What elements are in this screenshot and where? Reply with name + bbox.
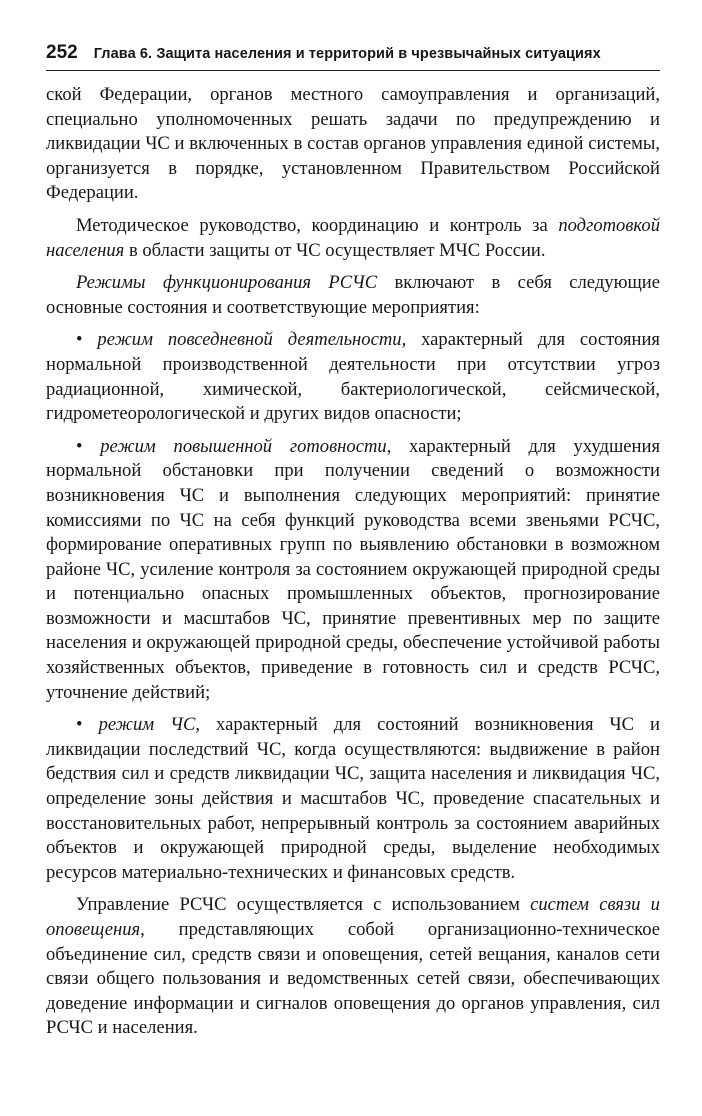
bullet-icon: • <box>76 435 83 457</box>
paragraph-continued: ской Федерации, органов местного самоуправления и организаций, специально уполномоченных решать задачи по предупреждению и ликвидации ЧС и включенных в состав органов управления единой системы, организуется в порядке, установленном Правительством Российской Федерации. <box>46 84 660 204</box>
paragraph-text: Методическое руководство, координацию и контроль за <box>76 214 559 236</box>
emphasis-text: режим повышенной готовности <box>100 435 387 457</box>
paragraph-methodical-guidance <box>46 214 660 263</box>
body-text <box>46 83 660 1041</box>
bullet-item-high-readiness-mode <box>46 435 660 706</box>
bullet-item-emergency-mode <box>46 713 660 885</box>
emphasis-text: режим повседневной деятельности <box>97 329 402 351</box>
paragraph-text: Управление РСЧС осуществляется с использованием <box>76 894 531 916</box>
page-number: 252 <box>46 42 78 63</box>
paragraph-text: , характерный для ухудшения нормальной обстановки при получении сведений о возможности возникновения ЧС и выполнения следующих мероприятий: принятие комиссиями по ЧС на себя функций руководства всеми звеньями РСЧС, формирование оперативных групп по выявлению обстановки в возможном районе ЧС, усиление контроля за состоянием окружающей природной среды и потенциально опасных промышленных объектов, прогнозирование возможности и масштабов ЧС, принятие превентивных мер по защите населения и окружающей природной среды, обеспечение устойчивой работы хозяйственных объектов, приведение в готовность сил и средств РСЧС, уточнение действий; <box>46 435 661 703</box>
paragraph-text: , представляющих собой организационно-техническое объединение сил, средств связи и оповещения, сетей вещания, каналов сети связи общего пользования и ведомственных сетей связи, обеспечивающих доведение информации и сигналов оповещения до органов управления, сил РСЧС и населения. <box>46 919 660 1039</box>
paragraph-modes-intro <box>46 271 660 320</box>
paragraph-text: в области защиты от ЧС осуществляет МЧС России. <box>124 239 546 261</box>
emphasis-text: систем связи и оповещения <box>46 894 660 940</box>
page-header <box>46 42 660 71</box>
paragraph-text: , характерный для состояния нормальной производственной деятельности при отсутствии угроз радиационной, химической, бактериологической, сейсмической, гидрометеорологической и других видов опасности; <box>46 329 660 425</box>
bullet-icon: • <box>76 714 83 736</box>
paragraph-communication-systems <box>46 893 660 1041</box>
bullet-item-daily-mode <box>46 328 660 426</box>
emphasis-text: Режимы функционирования РСЧС <box>76 272 378 294</box>
bullet-icon: • <box>76 329 83 351</box>
emphasis-text: режим ЧС <box>98 714 196 736</box>
running-title: Глава 6. Защита населения и территорий в чрезвычайных ситуациях <box>93 46 601 62</box>
emphasis-text: подготовкой населения <box>46 214 660 261</box>
paragraph-text: включают в себя следующие основные состояния и соответствующие мероприятия: <box>46 272 660 318</box>
paragraph-text: , характерный для состояний возникновения ЧС и ликвидации последствий ЧС, когда осуществляются: выдвижение в район бедствия сил и средств ликвидации ЧС, защита населения и ликвидация ЧС, определение зоны действия и масштабов ЧС, проведение спасательных и восстановительных работ, непрерывный контроль за состоянием аварийных объектов и окружающей природной среды, выделение необходимых ресурсов материально-технических и финансовых средств. <box>46 714 661 883</box>
